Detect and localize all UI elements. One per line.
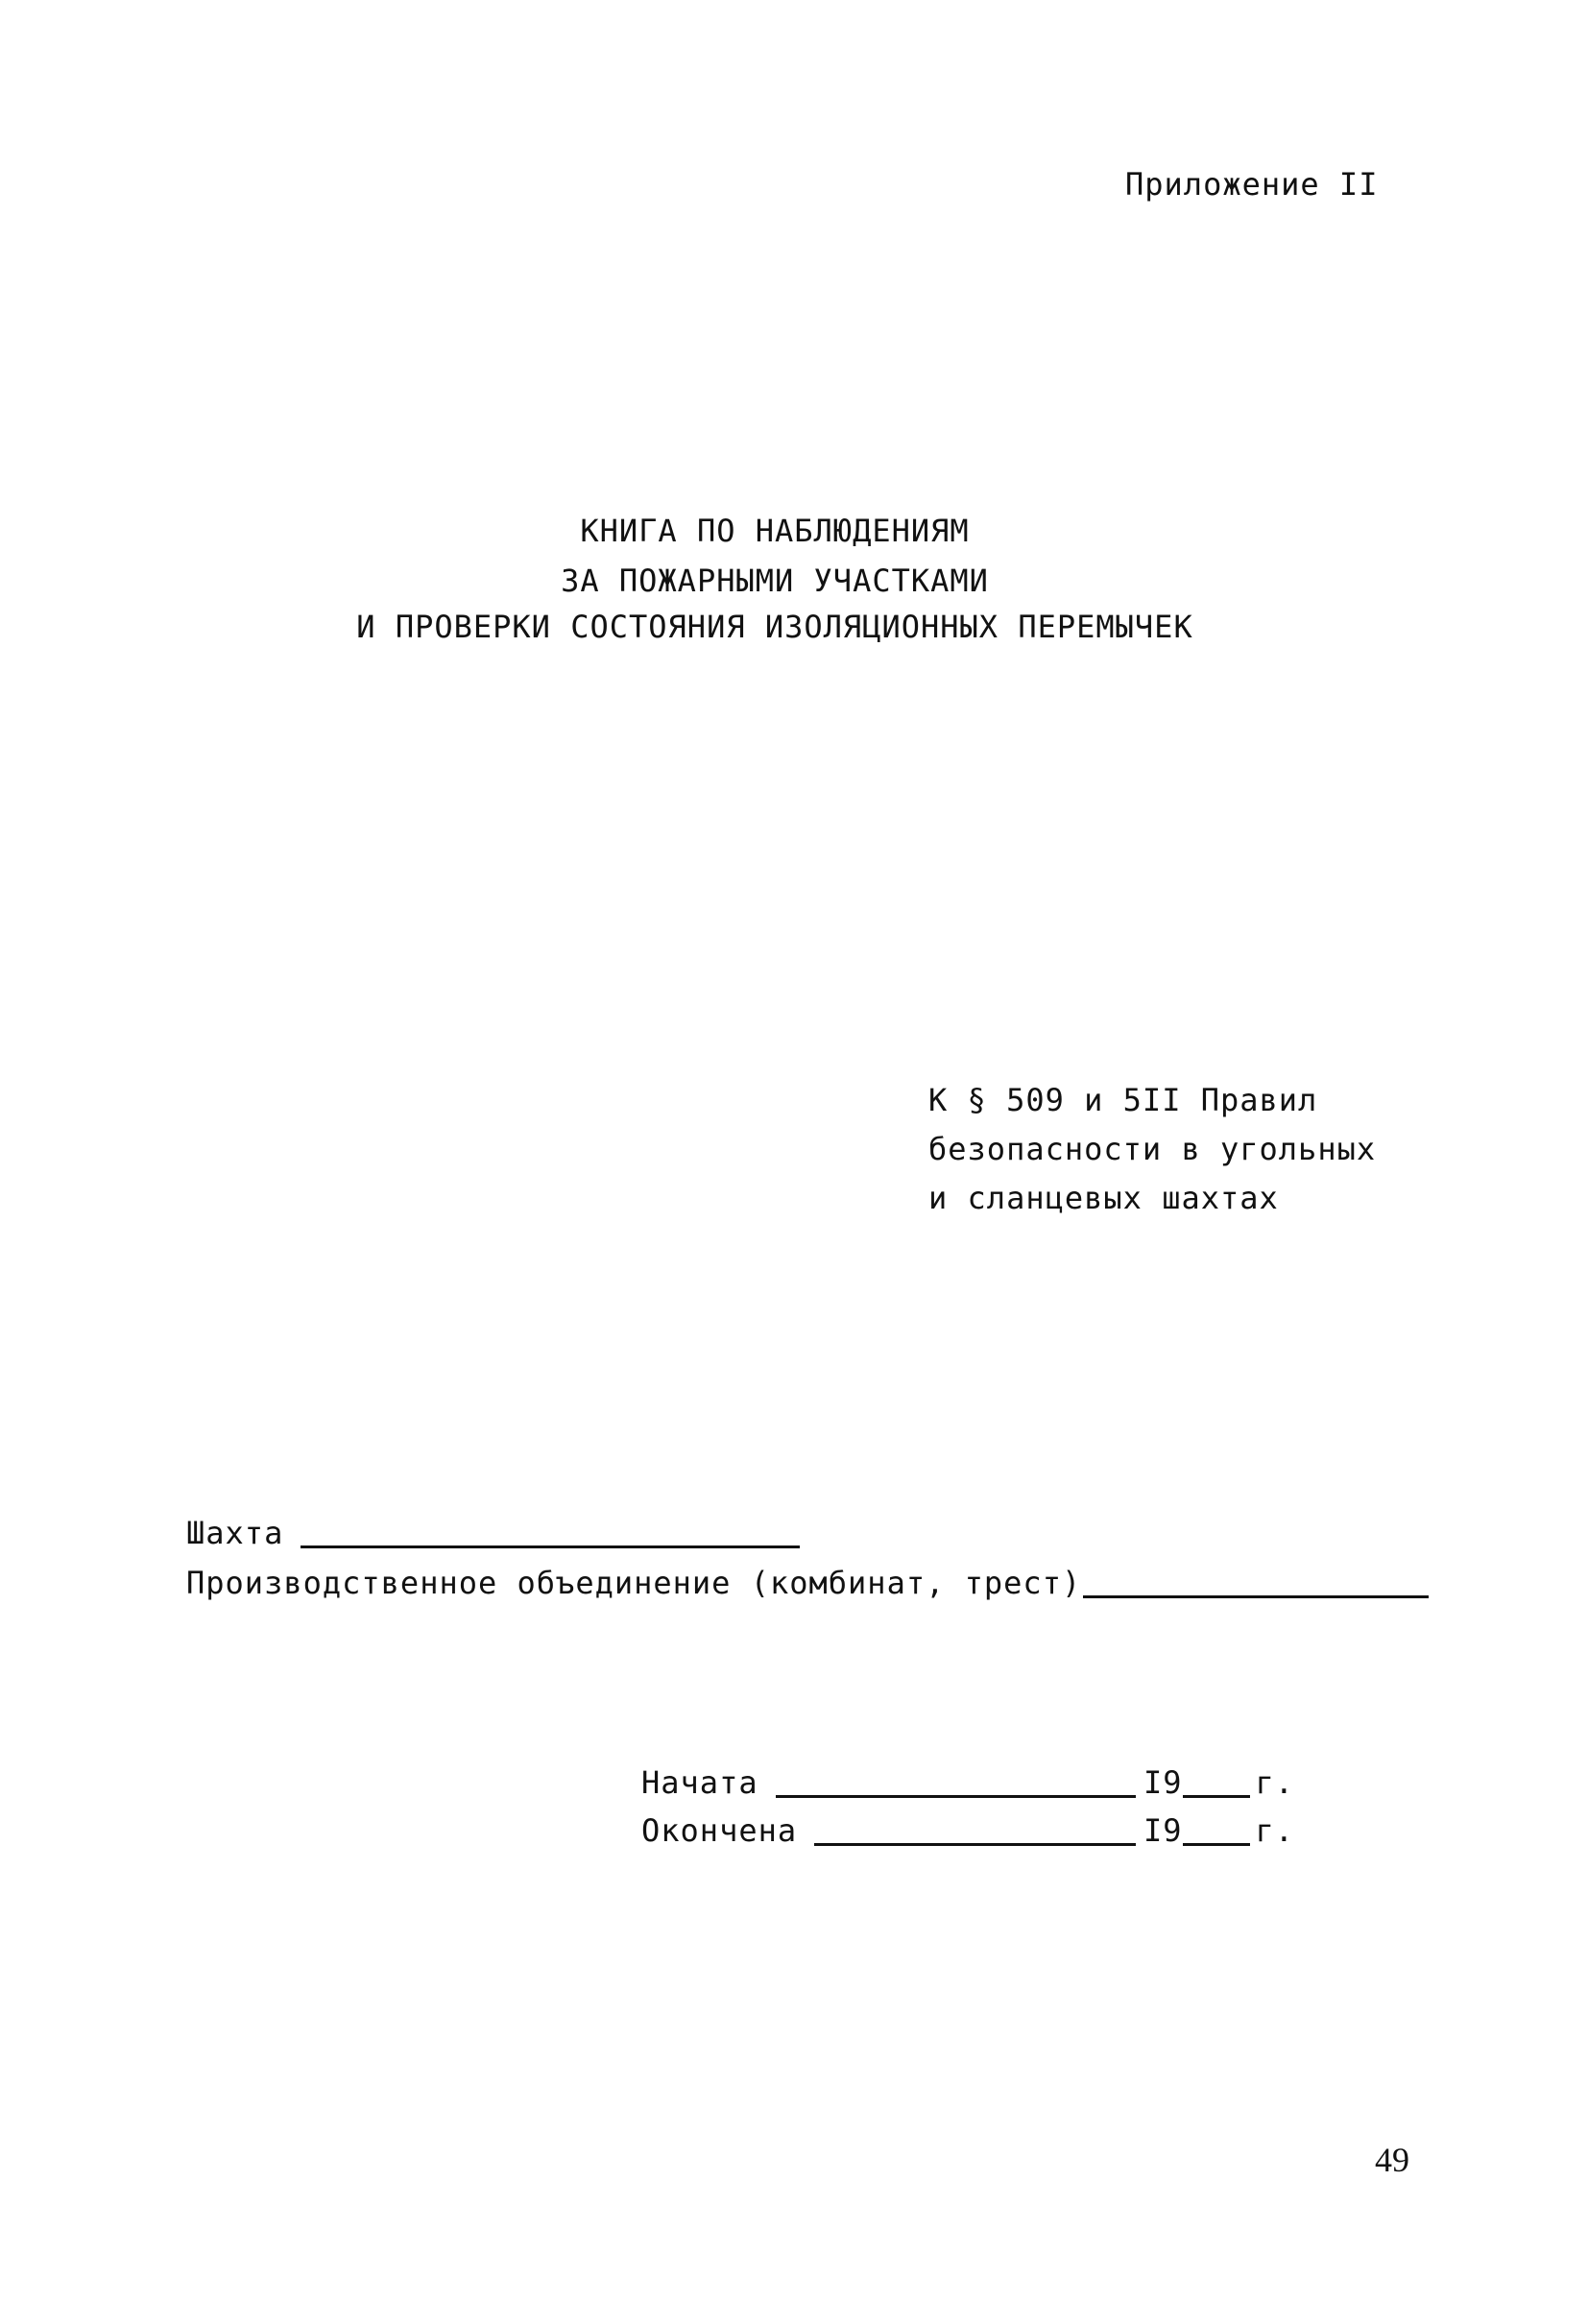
mine-blank-line [301,1517,800,1548]
title-line-3: И ПРОВЕРКИ СОСТОЯНИЯ ИЗОЛЯЦИОННЫХ ПЕРЕМЫЧЕК [356,609,1193,645]
ended-year-blank-line [1183,1814,1250,1846]
title-line-2: ЗА ПОЖАРНЫМИ УЧАСТКАМИ [561,563,989,599]
page-number: 49 [1375,2141,1409,2179]
mine-label: Шахта [186,1515,284,1551]
started-date-blank-line [776,1766,1136,1798]
ended-year-prefix: I9 [1143,1812,1183,1849]
started-label: Начата [641,1764,758,1801]
association-field [186,1565,1429,1601]
appendix-label: Приложение II [1125,166,1379,203]
started-year-suffix: г. [1255,1764,1295,1801]
ended-year-suffix: г. [1255,1812,1295,1849]
association-blank-line [1083,1567,1429,1598]
regulation-reference-line-3: и сланцевых шахтах [928,1180,1279,1216]
mine-field [186,1515,800,1551]
regulation-reference-line-2: безопасности в угольных [928,1131,1377,1167]
started-year-blank-line [1183,1766,1250,1798]
ended-label: Окончена [641,1812,798,1849]
ended-date-blank-line [814,1814,1136,1846]
title-line-1: КНИГА ПО НАБЛЮДЕНИЯМ [580,513,970,549]
regulation-reference-line-1: К § 509 и 5II Правил [928,1082,1318,1118]
association-label: Производственное объединение (комбинат, трест) [186,1565,1082,1601]
started-year-prefix: I9 [1143,1764,1183,1801]
ended-field [641,1812,1295,1849]
started-field [641,1764,1295,1801]
